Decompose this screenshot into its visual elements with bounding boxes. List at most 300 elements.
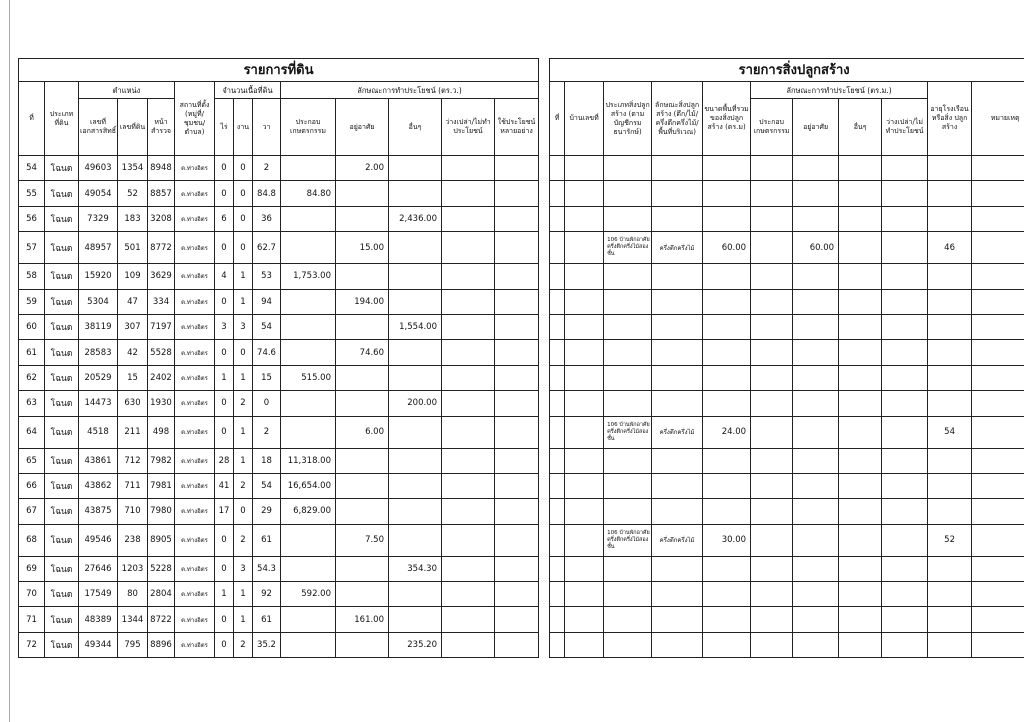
building-style (652, 340, 703, 365)
header-agri: ประกอบเกษตรกรรม (281, 99, 336, 156)
survey-page: 498 (148, 416, 175, 448)
remark-value (972, 448, 1024, 473)
vacant-value (442, 473, 495, 498)
gap (539, 473, 550, 498)
agri-value (281, 524, 336, 556)
rai: 0 (215, 524, 234, 556)
vacant-value (442, 264, 495, 289)
row-no: 70 (19, 582, 45, 607)
house-no (565, 556, 604, 581)
residence-value (336, 365, 389, 390)
gap (539, 181, 550, 206)
rai: 1 (215, 582, 234, 607)
header-building-no: ที่ (550, 82, 565, 156)
building-area (703, 340, 751, 365)
b-residence-value (793, 264, 839, 289)
building-area (703, 499, 751, 524)
age-value (928, 582, 972, 607)
rai: 1 (215, 365, 234, 390)
remark-value (972, 156, 1024, 181)
b-agri-value (751, 416, 793, 448)
b-residence-value (793, 365, 839, 390)
house-no (565, 391, 604, 416)
row-no: 56 (19, 206, 45, 231)
multi-value (495, 632, 539, 657)
b-residence-value (793, 582, 839, 607)
building-style (652, 264, 703, 289)
remark-value (972, 607, 1024, 632)
building-area (703, 156, 751, 181)
table-row (19, 181, 1024, 206)
header-area: จำนวนเนื้อที่ดิน (215, 82, 281, 99)
table-row (19, 264, 1024, 289)
gap (539, 365, 550, 390)
remark-value (972, 264, 1024, 289)
b-vacant-value (882, 391, 928, 416)
remark-value (972, 365, 1024, 390)
agri-value: 11,318.00 (281, 448, 336, 473)
building-type (604, 156, 652, 181)
agri-value (281, 289, 336, 314)
rai: 17 (215, 499, 234, 524)
deed-no: 43862 (79, 473, 118, 498)
rai: 0 (215, 289, 234, 314)
header-house-no: บ้านเลขที่ (565, 82, 604, 156)
remark-value (972, 556, 1024, 581)
age-value: 52 (928, 524, 972, 556)
land-type: โฉนด (45, 632, 79, 657)
b-vacant-value (882, 314, 928, 339)
b-agri-value (751, 232, 793, 264)
b-other-value (839, 473, 882, 498)
b-vacant-value (882, 289, 928, 314)
header-b-residence: อยู่อาศัย (793, 99, 839, 156)
other-value (389, 340, 442, 365)
deed-no: 4518 (79, 416, 118, 448)
b-vacant-value (882, 448, 928, 473)
wa: 53 (253, 264, 281, 289)
ngan: 0 (234, 232, 253, 264)
land-no: 501 (118, 232, 148, 264)
b-residence-value (793, 289, 839, 314)
building-no (550, 607, 565, 632)
vacant-value (442, 556, 495, 581)
building-no (550, 264, 565, 289)
residence-value (336, 499, 389, 524)
other-value: 1,554.00 (389, 314, 442, 339)
building-section-title: รายการสิ่งปลูกสร้าง (550, 59, 1024, 82)
deed-no: 14473 (79, 391, 118, 416)
rai: 0 (215, 391, 234, 416)
building-no (550, 448, 565, 473)
remark-value (972, 181, 1024, 206)
building-no (550, 556, 565, 581)
place: ต.ท่างอิตร (175, 206, 215, 231)
land-type: โฉนด (45, 582, 79, 607)
b-residence-value (793, 556, 839, 581)
header-remark: หมายเหตุ (972, 82, 1024, 156)
building-no (550, 289, 565, 314)
deed-no: 49546 (79, 524, 118, 556)
b-agri-value (751, 632, 793, 657)
agri-value: 515.00 (281, 365, 336, 390)
table-row (19, 499, 1024, 524)
gap (539, 340, 550, 365)
residence-value (336, 264, 389, 289)
b-residence-value (793, 391, 839, 416)
land-no: 795 (118, 632, 148, 657)
deed-no: 38119 (79, 314, 118, 339)
wa: 94 (253, 289, 281, 314)
house-no (565, 473, 604, 498)
building-area (703, 473, 751, 498)
wa: 74.6 (253, 340, 281, 365)
header-other: อื่นๆ (389, 99, 442, 156)
multi-value (495, 416, 539, 448)
header-b-other: อื่นๆ (839, 99, 882, 156)
header-residence: อยู่อาศัย (336, 99, 389, 156)
building-type (604, 289, 652, 314)
land-type: โฉนด (45, 314, 79, 339)
place: ต.ท่างอิตร (175, 524, 215, 556)
page-margin-line (9, 0, 10, 722)
building-type (604, 499, 652, 524)
land-no: 630 (118, 391, 148, 416)
other-value (389, 499, 442, 524)
residence-value: 6.00 (336, 416, 389, 448)
b-other-value (839, 632, 882, 657)
land-no: 711 (118, 473, 148, 498)
header-multi: ใช้ประโยชน์หลายอย่าง (495, 99, 539, 156)
land-type: โฉนด (45, 524, 79, 556)
age-value: 46 (928, 232, 972, 264)
survey-page: 8857 (148, 181, 175, 206)
vacant-value (442, 314, 495, 339)
b-residence-value (793, 607, 839, 632)
row-no: 61 (19, 340, 45, 365)
ngan: 0 (234, 156, 253, 181)
place: ต.ท่างอิตร (175, 632, 215, 657)
rai: 4 (215, 264, 234, 289)
vacant-value (442, 582, 495, 607)
multi-value (495, 448, 539, 473)
wa: 2 (253, 156, 281, 181)
b-residence-value (793, 473, 839, 498)
header-age: อายุโรงเรือนหรือสิ่ง ปลูกสร้าง (928, 82, 972, 156)
land-type: โฉนด (45, 264, 79, 289)
b-agri-value (751, 524, 793, 556)
building-no (550, 473, 565, 498)
header-vacant: ว่างเปล่า/ไม่ทำประโยชน์ (442, 99, 495, 156)
wa: 54 (253, 473, 281, 498)
deed-no: 17549 (79, 582, 118, 607)
survey-page: 7980 (148, 499, 175, 524)
other-value: 2,436.00 (389, 206, 442, 231)
land-type: โฉนด (45, 156, 79, 181)
table-row (19, 556, 1024, 581)
residence-value (336, 473, 389, 498)
wa: 18 (253, 448, 281, 473)
deed-no: 48957 (79, 232, 118, 264)
b-residence-value (793, 206, 839, 231)
vacant-value (442, 391, 495, 416)
building-type (604, 314, 652, 339)
other-value (389, 416, 442, 448)
gap (539, 391, 550, 416)
land-no: 15 (118, 365, 148, 390)
header-land-usage: ลักษณะการทำประโยชน์ (ตร.ว.) (281, 82, 539, 99)
land-no: 52 (118, 181, 148, 206)
header-b-agri: ประกอบเกษตรกรรม (751, 99, 793, 156)
remark-value (972, 524, 1024, 556)
ngan: 3 (234, 314, 253, 339)
deed-no: 7329 (79, 206, 118, 231)
table-row (19, 448, 1024, 473)
b-vacant-value (882, 340, 928, 365)
b-other-value (839, 264, 882, 289)
other-value (389, 289, 442, 314)
table-row (19, 289, 1024, 314)
land-no: 80 (118, 582, 148, 607)
gap (539, 499, 550, 524)
place: ต.ท่างอิตร (175, 448, 215, 473)
table-row (19, 340, 1024, 365)
survey-page: 334 (148, 289, 175, 314)
deed-no: 15920 (79, 264, 118, 289)
land-no: 238 (118, 524, 148, 556)
remark-value (972, 499, 1024, 524)
multi-value (495, 524, 539, 556)
b-agri-value (751, 264, 793, 289)
building-area (703, 289, 751, 314)
gap (539, 206, 550, 231)
place: ต.ท่างอิตร (175, 607, 215, 632)
building-area (703, 264, 751, 289)
table-row (19, 416, 1024, 448)
b-agri-value (751, 556, 793, 581)
age-value (928, 607, 972, 632)
house-no (565, 524, 604, 556)
survey-page: 7197 (148, 314, 175, 339)
multi-value (495, 582, 539, 607)
vacant-value (442, 340, 495, 365)
residence-value (336, 314, 389, 339)
building-type: 106 บ้านพักอาศัยครึ่งตึกครึ่งไม้สองชั้น (604, 524, 652, 556)
b-other-value (839, 232, 882, 264)
residence-value: 161.00 (336, 607, 389, 632)
residence-value (336, 391, 389, 416)
vacant-value (442, 181, 495, 206)
b-other-value (839, 314, 882, 339)
rai: 0 (215, 632, 234, 657)
land-no: 42 (118, 340, 148, 365)
residence-value: 7.50 (336, 524, 389, 556)
b-other-value (839, 181, 882, 206)
gap (539, 556, 550, 581)
wa: 35.2 (253, 632, 281, 657)
residence-value: 15.00 (336, 232, 389, 264)
vacant-value (442, 632, 495, 657)
row-no: 68 (19, 524, 45, 556)
b-other-value (839, 289, 882, 314)
remark-value (972, 632, 1024, 657)
survey-page: 5228 (148, 556, 175, 581)
land-type: โฉนด (45, 391, 79, 416)
place: ต.ท่างอิตร (175, 582, 215, 607)
survey-page: 7982 (148, 448, 175, 473)
residence-value (336, 448, 389, 473)
agri-value: 592.00 (281, 582, 336, 607)
b-vacant-value (882, 582, 928, 607)
vacant-value (442, 365, 495, 390)
other-value (389, 524, 442, 556)
multi-value (495, 473, 539, 498)
building-no (550, 632, 565, 657)
building-area: 24.00 (703, 416, 751, 448)
ngan: 0 (234, 340, 253, 365)
wa: 92 (253, 582, 281, 607)
ngan: 1 (234, 365, 253, 390)
building-area (703, 365, 751, 390)
b-other-value (839, 499, 882, 524)
vacant-value (442, 206, 495, 231)
deed-no: 28583 (79, 340, 118, 365)
row-no: 58 (19, 264, 45, 289)
ngan: 2 (234, 524, 253, 556)
row-no: 57 (19, 232, 45, 264)
building-no (550, 340, 565, 365)
building-no (550, 499, 565, 524)
b-agri-value (751, 582, 793, 607)
land-type: โฉนด (45, 448, 79, 473)
wa: 29 (253, 499, 281, 524)
remark-value (972, 206, 1024, 231)
gap (539, 289, 550, 314)
wa: 61 (253, 524, 281, 556)
b-vacant-value (882, 499, 928, 524)
building-style (652, 206, 703, 231)
deed-no: 48389 (79, 607, 118, 632)
deed-no: 5304 (79, 289, 118, 314)
age-value (928, 181, 972, 206)
ngan: 1 (234, 289, 253, 314)
place: ต.ท่างอิตร (175, 232, 215, 264)
gap (539, 416, 550, 448)
building-type: 106 บ้านพักอาศัยครึ่งตึกครึ่งไม้สองชั้น (604, 416, 652, 448)
row-no: 71 (19, 607, 45, 632)
header-land-type: ประเภทที่ดิน (45, 82, 79, 156)
table-row (19, 232, 1024, 264)
b-residence-value (793, 499, 839, 524)
building-type (604, 448, 652, 473)
building-area (703, 582, 751, 607)
house-no (565, 607, 604, 632)
place: ต.ท่างอิตร (175, 556, 215, 581)
rai: 0 (215, 340, 234, 365)
other-value (389, 473, 442, 498)
survey-page: 8722 (148, 607, 175, 632)
land-no: 109 (118, 264, 148, 289)
building-area: 60.00 (703, 232, 751, 264)
rai: 0 (215, 607, 234, 632)
building-area (703, 448, 751, 473)
gap (539, 232, 550, 264)
ngan: 1 (234, 416, 253, 448)
building-style (652, 314, 703, 339)
gap (539, 314, 550, 339)
residence-value (336, 206, 389, 231)
deed-no: 49344 (79, 632, 118, 657)
survey-page: 1930 (148, 391, 175, 416)
rai: 0 (215, 556, 234, 581)
building-style (652, 448, 703, 473)
ngan: 2 (234, 391, 253, 416)
header-land-no: เลขที่ดิน (118, 99, 148, 156)
b-other-value (839, 365, 882, 390)
multi-value (495, 289, 539, 314)
deed-no: 43875 (79, 499, 118, 524)
building-style: ครึ่งตึกครึ่งไม้ (652, 524, 703, 556)
building-no (550, 232, 565, 264)
agri-value: 16,654.00 (281, 473, 336, 498)
multi-value (495, 232, 539, 264)
building-type (604, 391, 652, 416)
building-style (652, 391, 703, 416)
land-no: 1354 (118, 156, 148, 181)
ngan: 1 (234, 582, 253, 607)
house-no (565, 582, 604, 607)
b-vacant-value (882, 156, 928, 181)
rai: 0 (215, 156, 234, 181)
row-no: 55 (19, 181, 45, 206)
b-other-value (839, 556, 882, 581)
age-value (928, 365, 972, 390)
b-agri-value (751, 340, 793, 365)
b-agri-value (751, 365, 793, 390)
building-style (652, 607, 703, 632)
wa: 36 (253, 206, 281, 231)
b-other-value (839, 206, 882, 231)
row-no: 65 (19, 448, 45, 473)
agri-value (281, 156, 336, 181)
b-agri-value (751, 499, 793, 524)
age-value: 54 (928, 416, 972, 448)
b-vacant-value (882, 632, 928, 657)
other-value: 354.30 (389, 556, 442, 581)
row-no: 67 (19, 499, 45, 524)
gap (539, 264, 550, 289)
building-style (652, 156, 703, 181)
row-no: 60 (19, 314, 45, 339)
remark-value (972, 289, 1024, 314)
gap (539, 448, 550, 473)
building-style (652, 289, 703, 314)
b-residence-value (793, 448, 839, 473)
other-value: 235.20 (389, 632, 442, 657)
header-survey-page: หน้าสำรวจ (148, 99, 175, 156)
building-style (652, 181, 703, 206)
building-area (703, 181, 751, 206)
header-building-type: ประเภทสิ่งปลูกสร้าง (ตามบัญชีกรมธนารักษ์) (604, 82, 652, 156)
b-vacant-value (882, 524, 928, 556)
header-ngan: งาน (234, 99, 253, 156)
other-value (389, 582, 442, 607)
building-style: ครึ่งตึกครึ่งไม้ (652, 232, 703, 264)
row-no: 66 (19, 473, 45, 498)
building-style (652, 556, 703, 581)
other-value: 200.00 (389, 391, 442, 416)
building-area (703, 314, 751, 339)
